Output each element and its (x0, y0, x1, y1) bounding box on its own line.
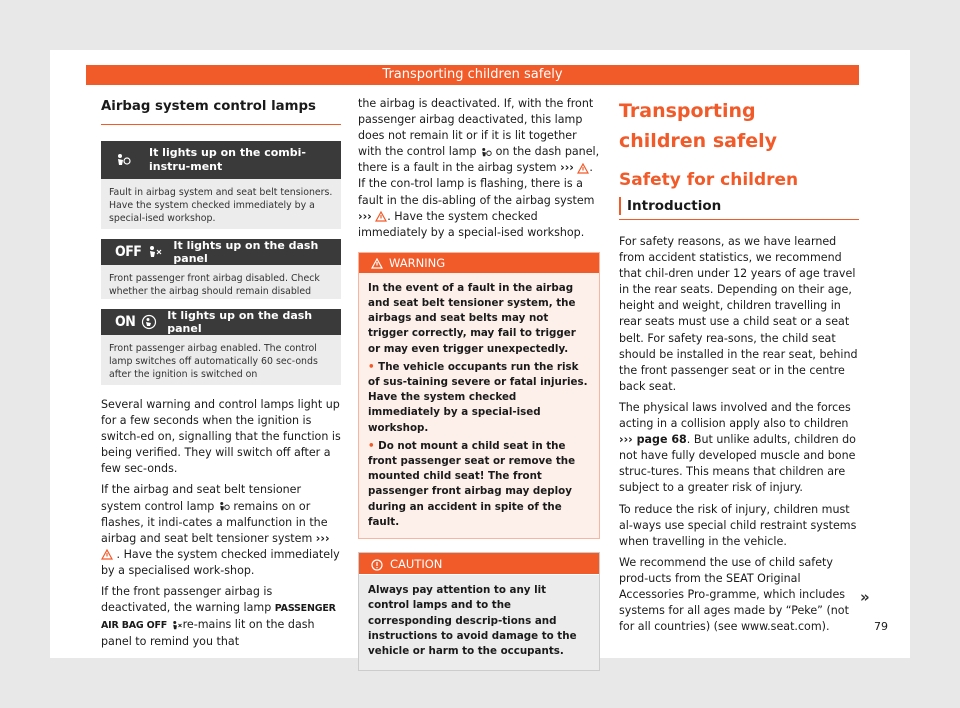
off-lamp-text: OFF (115, 244, 142, 260)
column-middle (358, 96, 600, 671)
lamp-description: Front passenger airbag enabled. The control lamp switches off automatically 60 sec-onds after the ignition is switched on (101, 335, 341, 385)
lamp-block-fault (101, 141, 341, 229)
warning-title: WARNING (389, 255, 446, 270)
column-left (101, 96, 341, 655)
caution-circle-icon (371, 559, 383, 571)
chapter-title: Transporting children safely (619, 100, 777, 152)
passenger-airbag-icon (171, 620, 183, 631)
paragraph: the airbag is deactivated. If, with the front passenger airbag deactivated, this lamp does not remain lit or if it is lit together with the control lamp on the dash panel, there is a fault in the airbag system ››› . If the con-trol lamp is flashing, there is a fault in the dis-abling of the airbag system ››› . Have the system checked immediately by a special-ised workshop. (358, 97, 600, 239)
subsection-heading: Introduction (619, 197, 859, 220)
lamp-label: It lights up on the combi-instru-ment (149, 146, 306, 173)
warning-bullet: • The vehicle occupants run the risk of sus-taining severe or fatal injuries. Have the system checked immediately by a special-ised workshop. (368, 360, 588, 434)
warning-bullet: • Do not mount a child seat in the front passenger seat or remove the mounted child seat! The front passenger front airbag may deploy during an accident in spite of the fault. (368, 439, 576, 528)
page-number: 79 (874, 620, 888, 633)
paragraph: If the front passenger airbag is deactivated, the warning lamp PASSENGER AIR BAG OFF re-mains lit on the dash panel to remind you that (101, 585, 336, 649)
paragraph: For safety reasons, as we have learned from accident statistics, we recommend that chil-dren under 12 years of age travel in the rear seats. Depending on their age, height and weight, children travelling in rear seats must use a child seat or a seat belt. For safety rea-sons, the child seat should be installed in the rear seat, behind the front passenger seat or in the centre back seat. (619, 235, 858, 393)
paragraph: To reduce the risk of injury, children must al-ways use special child restraint systems when travelling in the vehicle. (619, 502, 857, 548)
passenger-airbag-on-icon (141, 314, 157, 330)
warning-triangle-icon (371, 258, 383, 269)
airbag-lamp-icon (480, 147, 492, 158)
paragraph: Several warning and control lamps light up for a few seconds when the ignition is switch-ed on, signalling that the function is being verified. They will switch off after a few sec-onds. (101, 398, 341, 476)
warning-triangle-icon[interactable] (375, 211, 387, 222)
caution-box (358, 552, 600, 671)
on-lamp-text: ON (115, 314, 136, 330)
page-reference-link[interactable]: ››› page 68 (619, 433, 687, 447)
warning-box (358, 252, 600, 539)
lamp-block-off (101, 239, 341, 299)
section-title: Airbag system control lamps (101, 98, 341, 125)
lamp-description: Fault in airbag system and seat belt tensioners. Have the system checked immediately by a special-ised workshop. (101, 179, 341, 229)
warning-text: In the event of a fault in the airbag and seat belt tensioner system, the airbags and seat belts may not trigger correctly, may fail to trigger or may even trigger unexpectedly. (368, 281, 576, 355)
caution-title: CAUTION (390, 557, 443, 572)
lamp-block-on (101, 309, 341, 385)
column-right (619, 96, 859, 640)
caution-text: Always pay attention to any lit control lamps and to the corresponding descrip-tions and instructions to avoid damage to the vehicle or harm to the occupants. (359, 575, 599, 670)
running-header: Transporting children safely (86, 65, 859, 85)
cross-reference-arrows[interactable]: ››› (560, 161, 574, 175)
cross-reference-arrows[interactable]: ››› (358, 209, 372, 223)
passenger-airbag-off-lamp: PASSENGER AIR BAG OFF (101, 603, 336, 632)
warning-triangle-icon[interactable] (101, 549, 113, 560)
continued-marker: » (860, 588, 870, 606)
paragraph: We recommend the use of child safety prod-ucts from the SEAT Original Accessories Pro-gramme, which includes systems for all ages made by “Peke” (not for all countries) (see www.seat.com). (619, 555, 849, 634)
paragraph: The physical laws involved and the forces acting in a collision apply also to children ››› page 68. But unlike adults, children do not have fully developed muscle and bone struc-tures. This means that children are subject to a greater risk of injury. (619, 400, 856, 495)
cross-reference-arrows[interactable]: ››› (315, 531, 330, 545)
lamp-label: It lights up on the dash panel (173, 239, 319, 265)
warning-triangle-icon[interactable] (577, 163, 589, 174)
airbag-icon (115, 153, 131, 167)
lamp-description: Front passenger front airbag disabled. Check whether the airbag should remain disabled (101, 265, 341, 299)
passenger-airbag-icon (147, 245, 163, 259)
section-heading: Safety for children (619, 170, 799, 190)
paragraph: If the airbag and seat belt tensioner system control lamp remains on or flashes, it indi-cates a malfunction in the airbag and seat belt tensioner system ››› . Have the system checked immediately by a specialised work-shop. (101, 483, 340, 577)
airbag-lamp-icon (218, 501, 230, 512)
lamp-label: It lights up on the dash panel (167, 309, 313, 335)
